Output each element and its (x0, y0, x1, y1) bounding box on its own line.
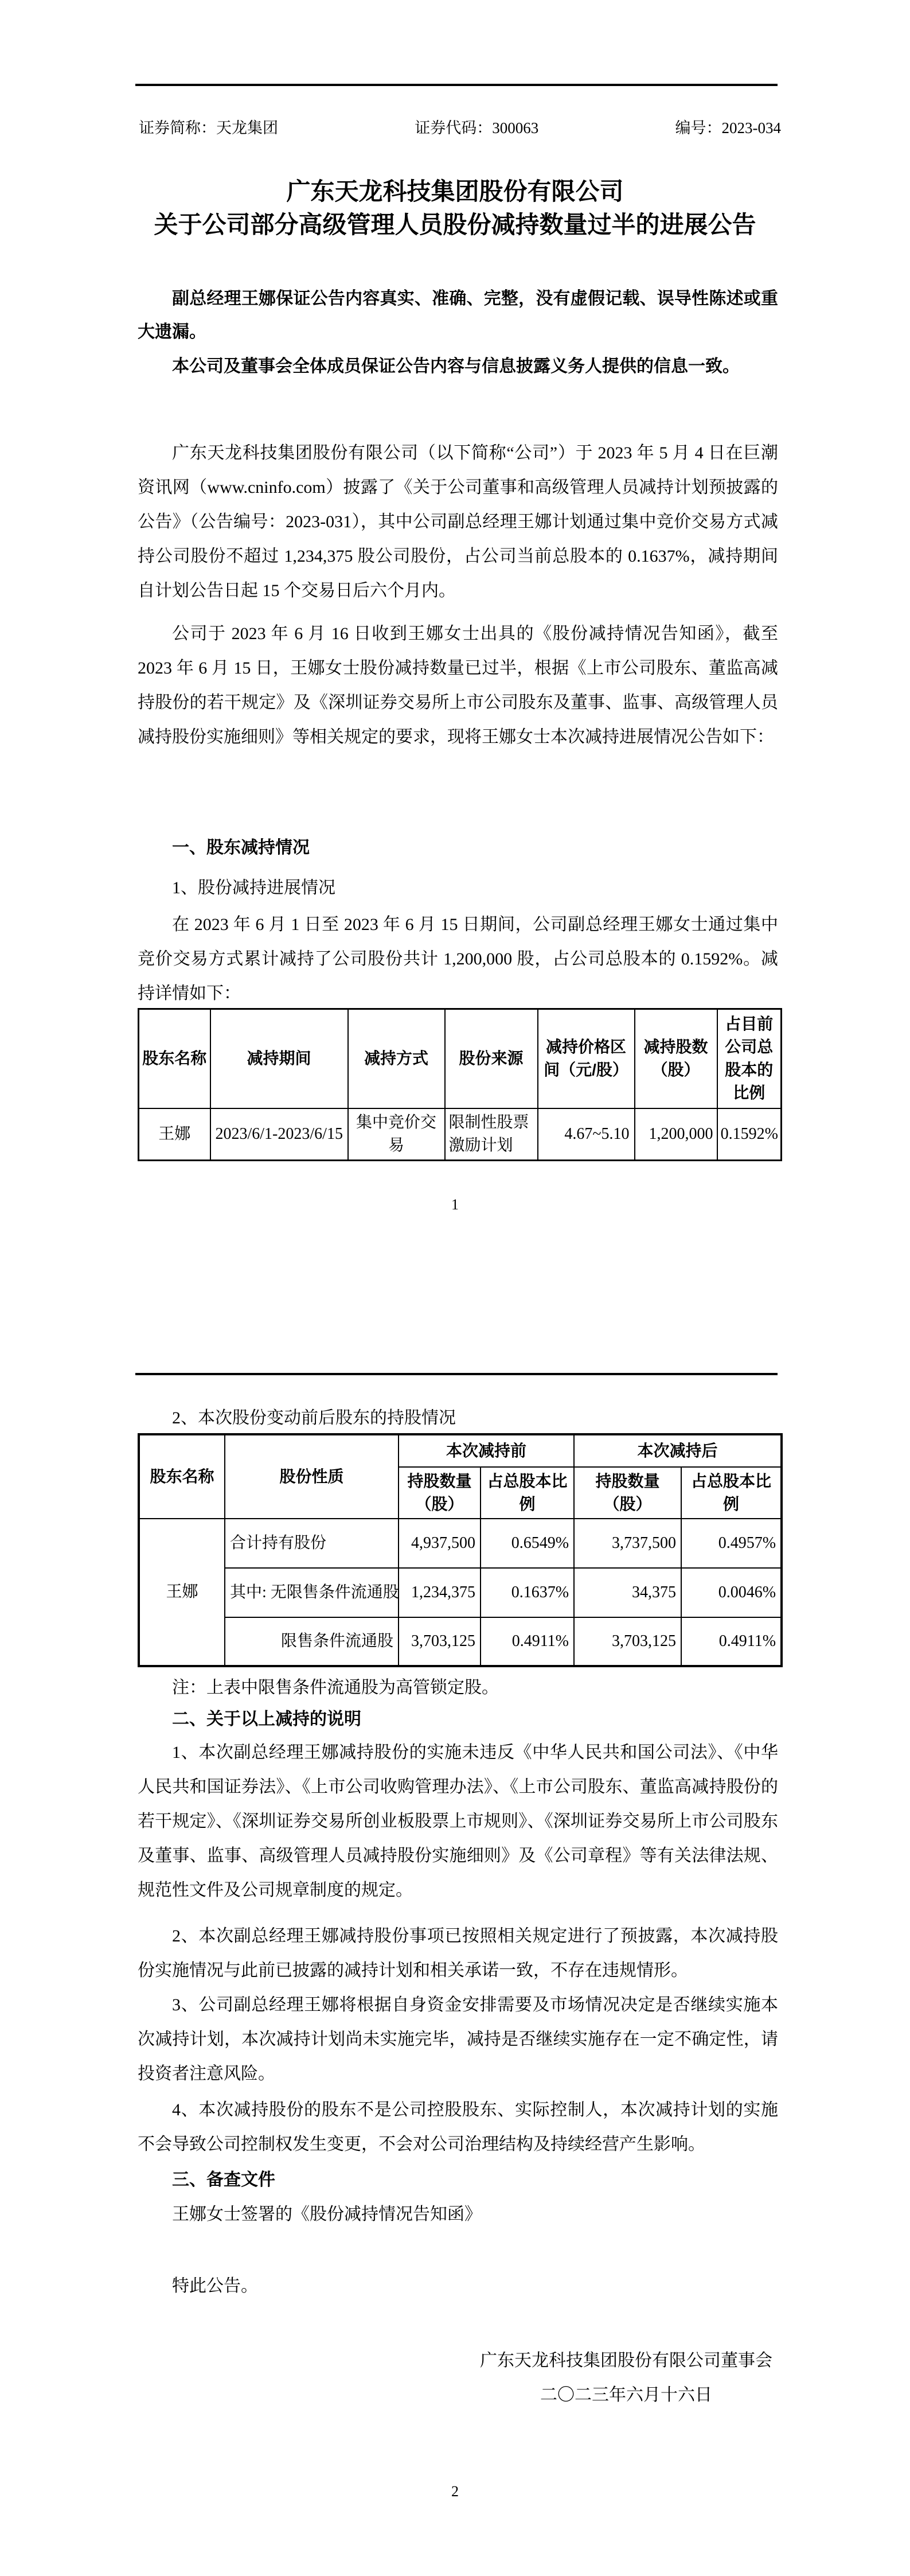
table1-header-method: 减持方式 (348, 1009, 445, 1108)
section2-heading: 2、本次股份变动前后股东的持股情况 (172, 1408, 456, 1427)
notice-paragraph-1: 副总经理王娜保证公告内容真实、准确、完整，没有虚假记载、误导性陈述或重大遗漏。 (138, 289, 778, 341)
table2-header-pct-after: 占总股本比例 (681, 1467, 782, 1519)
table2-shareholder: 王娜 (139, 1519, 225, 1666)
table2-row-unrestricted (139, 1568, 782, 1617)
intro-paragraph-1: 广东天龙科技集团股份有限公司（以下简称“公司”）于 2023 年 5 月 4 日在巨潮资讯网（www.cninfo.com）披露了《关于公司董事和高级管理人员减持计划预披露的公告》（公告编号：2023-031），其中公司副总经理王娜计划通过集中竞价交易方式减持公司股份不超过 1,234,375 股公司股份，占公司当前总股本的 0.1637%，减持期间自计划公告日起 15 个交易日后六个月内。 (138, 443, 778, 600)
table1-price-range: 4.67~5.10 (538, 1108, 635, 1161)
table1-source: 限制性股票激励计划 (445, 1108, 538, 1161)
security-code: 证券代码：300063 (415, 119, 539, 137)
table2-qty-before-total: 4,937,500 (399, 1519, 481, 1568)
table2-header-pct-before: 占总股本比例 (481, 1467, 574, 1519)
holdings-before-after-table (138, 1433, 783, 1667)
table1-header-ratio: 占目前公司总股本的比例 (717, 1009, 782, 1108)
table2-qty-before-unrestricted: 1,234,375 (399, 1568, 481, 1617)
table2-nature-restricted: 限售条件流通股 (225, 1617, 399, 1666)
table1-header-shares: 减持股数（股） (635, 1009, 717, 1108)
section1-subheading: 1、股份减持进展情况 (172, 878, 335, 897)
table2-note: 注：上表中限售条件流通股为高管锁定股。 (172, 1678, 499, 1697)
signature-block (480, 2344, 772, 2412)
signature-company: 广东天龙科技集团股份有限公司董事会 (480, 2351, 772, 2370)
table2-pct-before-total: 0.6549% (481, 1519, 574, 1568)
notice-paragraph-2: 本公司及董事会全体成员保证公告内容与信息披露义务人提供的信息一致。 (172, 357, 740, 376)
table2-group-header-row (139, 1434, 782, 1467)
table2-nature-unrestricted: 其中: 无限售条件流通股 (225, 1568, 399, 1617)
page2-number: 2 (451, 2483, 459, 2500)
table2-qty-before-restricted: 3,703,125 (399, 1617, 481, 1666)
signature-date: 二〇二三年六月十六日 (540, 2386, 712, 2404)
section4-heading: 三、备查文件 (172, 2170, 275, 2189)
table2-header-before-group: 本次减持前 (399, 1434, 574, 1467)
table1-ratio: 0.1592% (717, 1108, 782, 1161)
reduction-detail-table (138, 1008, 782, 1161)
announcement-title: 关于公司部分高级管理人员股份减持数量过半的进展公告 (154, 211, 756, 238)
table1-shareholder: 王娜 (139, 1108, 210, 1161)
table1-header-period: 减持期间 (210, 1009, 348, 1108)
table2-pct-after-total: 0.4957% (681, 1519, 782, 1568)
table1-data-row (139, 1108, 782, 1161)
table2-nature-total: 合计持有股份 (225, 1519, 399, 1568)
section1-paragraph: 在 2023 年 6 月 1 日至 2023 年 6 月 15 日期间，公司副总经理王娜女士通过集中竞价交易方式累计减持了公司股份共计 1,200,000 股，占公司总股本的 0.1592%。减持详情如下： (138, 915, 778, 1003)
intro-paragraph-2: 公司于 2023 年 6 月 16 日收到王娜女士出具的《股份减持情况告知函》，截至 2023 年 6 月 15 日，王娜女士股份减持数量已过半，根据《上市公司股东、董监高减持股份的若干规定》及《深圳证券交易所上市公司股东及董事、监事、高级管理人员减持股份实施细则》等相关规定的要求，现将王娜女士本次减持进展情况公告如下： (138, 624, 778, 746)
table2-header-nature: 股份性质 (225, 1434, 399, 1519)
table2-pct-before-unrestricted: 0.1637% (481, 1568, 574, 1617)
section3-heading: 二、关于以上减持的说明 (172, 1710, 361, 1729)
announcement-number: 编号：2023-034 (675, 119, 781, 137)
table2-header-shareholder: 股东名称 (139, 1434, 225, 1519)
page2-top-rule (135, 1373, 778, 1375)
closing-line: 特此公告。 (172, 2277, 258, 2295)
table1-header-row (139, 1009, 782, 1108)
table2-row-total (139, 1519, 782, 1568)
table2-qty-after-unrestricted: 34,375 (574, 1568, 681, 1617)
security-short-name: 证券简称：天龙集团 (139, 119, 278, 137)
page1-top-rule (135, 84, 778, 86)
section3-point-2: 2、本次副总经理王娜减持股份事项已按照相关规定进行了预披露，本次减持股份实施情况与此前已披露的减持计划和相关承诺一致，不存在违规情形。 (138, 1927, 778, 1980)
table2-row-restricted (139, 1617, 782, 1666)
company-title: 广东天龙科技集团股份有限公司 (286, 178, 624, 205)
table1-method: 集中竞价交易 (348, 1108, 445, 1161)
table2-pct-before-restricted: 0.4911% (481, 1617, 574, 1666)
table2-header-after-group: 本次减持后 (574, 1434, 782, 1467)
section1-heading: 一、股东减持情况 (172, 838, 310, 857)
table1-header-shareholder: 股东名称 (139, 1009, 210, 1108)
table1-shares: 1,200,000 (635, 1108, 717, 1161)
table2-qty-after-total: 3,737,500 (574, 1519, 681, 1568)
reference-document-line: 王娜女士签署的《股份减持情况告知函》 (172, 2205, 482, 2224)
table1-header-price-range: 减持价格区间（元/股） (538, 1009, 635, 1108)
table2-header-qty-after: 持股数量（股） (574, 1467, 681, 1519)
section3-point-1: 1、本次副总经理王娜减持股份的实施未违反《中华人民共和国公司法》、《中华人民共和国证券法》、《上市公司收购管理办法》、《上市公司股东、董监高减持股份的若干规定》、《深圳证券交易所创业板股票上市规则》、《深圳证券交易所上市公司股东及董事、监事、高级管理人员减持股份实施细则》及《公司章程》等有关法律法规、规范性文件及公司规章制度的规定。 (138, 1743, 778, 1900)
table2-pct-after-unrestricted: 0.0046% (681, 1568, 782, 1617)
page1-number: 1 (451, 1196, 459, 1213)
table1-period: 2023/6/1-2023/6/15 (210, 1108, 348, 1161)
section3-point-4: 4、本次减持股份的股东不是公司控股股东、实际控制人，本次减持计划的实施不会导致公司控制权发生变更，不会对公司治理结构及持续经营产生影响。 (138, 2100, 778, 2154)
table1-header-source: 股份来源 (445, 1009, 538, 1108)
table2-qty-after-restricted: 3,703,125 (574, 1617, 681, 1666)
security-header-row (139, 118, 781, 138)
table2-pct-after-restricted: 0.4911% (681, 1617, 782, 1666)
table2-header-qty-before: 持股数量（股） (399, 1467, 481, 1519)
section3-point-3: 3、公司副总经理王娜将根据自身资金安排需要及市场情况决定是否继续实施本次减持计划，本次减持计划尚未实施完毕，减持是否继续实施存在一定不确定性，请投资者注意风险。 (138, 1995, 778, 2083)
